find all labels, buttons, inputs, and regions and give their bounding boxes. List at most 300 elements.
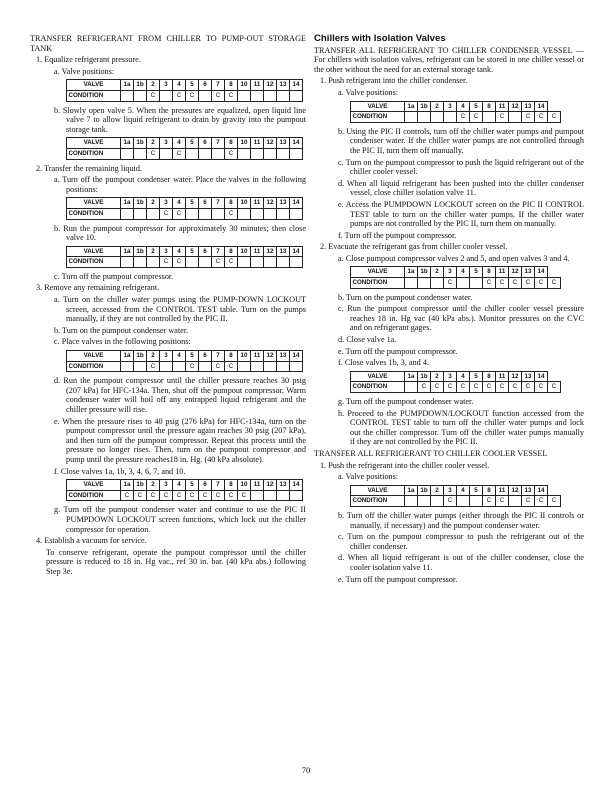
valve-condition: C bbox=[186, 361, 199, 372]
valve-condition: C bbox=[186, 90, 199, 101]
valve-number: 5 bbox=[470, 101, 483, 112]
valve-condition bbox=[199, 257, 212, 268]
valve-number: 1a bbox=[405, 371, 418, 382]
valve-condition bbox=[290, 90, 303, 101]
valve-number: 14 bbox=[535, 267, 548, 278]
valve-number: 14 bbox=[290, 480, 303, 491]
valve-number: 13 bbox=[277, 80, 290, 91]
valve-condition: C bbox=[483, 382, 496, 393]
valve-number: 8 bbox=[225, 351, 238, 362]
valve-number: 7 bbox=[212, 246, 225, 257]
valve-condition: C bbox=[431, 382, 444, 393]
valve-condition bbox=[418, 112, 431, 123]
valve-number: 5 bbox=[186, 351, 199, 362]
valve-condition bbox=[431, 112, 444, 123]
valve-condition bbox=[483, 112, 496, 123]
valve-number: 2 bbox=[147, 138, 160, 149]
valve-condition bbox=[238, 208, 251, 219]
valve-condition: C bbox=[522, 496, 535, 507]
valve-number: 7 bbox=[212, 480, 225, 491]
valve-number: 12 bbox=[264, 80, 277, 91]
valve-number: 2 bbox=[431, 371, 444, 382]
left-column bbox=[30, 34, 306, 577]
valve-number: 14 bbox=[290, 198, 303, 209]
valve-number: 2 bbox=[147, 480, 160, 491]
valve-number: 3 bbox=[444, 371, 457, 382]
valve-number: 10 bbox=[238, 198, 251, 209]
valve-number: 3 bbox=[160, 246, 173, 257]
valve-condition: C bbox=[548, 382, 561, 393]
valve-condition bbox=[251, 490, 264, 501]
valve-condition bbox=[470, 278, 483, 289]
valve-number: 14 bbox=[290, 351, 303, 362]
valve-number: 12 bbox=[264, 138, 277, 149]
page-number: 70 bbox=[301, 765, 311, 775]
valve-condition: C bbox=[147, 90, 160, 101]
valve-condition: C bbox=[173, 90, 186, 101]
valve-table bbox=[350, 266, 561, 288]
valve-condition bbox=[121, 257, 134, 268]
valve-condition: C bbox=[535, 382, 548, 393]
valve-number: 6 bbox=[199, 246, 212, 257]
valve-condition: C bbox=[496, 496, 509, 507]
valve-table bbox=[350, 371, 561, 393]
valve-header: VALVE bbox=[351, 371, 405, 382]
valve-number: 5 bbox=[186, 246, 199, 257]
step-r1b: b. Using the PIC II controls, turn off the chiller water pumps and pumpout condenser water. If the chiller water pumps are not controlled through the PIC II, turn them off manually. bbox=[338, 126, 584, 155]
valve-condition bbox=[147, 208, 160, 219]
valve-header: VALVE bbox=[67, 198, 121, 209]
valve-number: 1b bbox=[134, 351, 147, 362]
valve-condition bbox=[238, 361, 251, 372]
step-r2g: g. Turn off the pumpout condenser water. bbox=[338, 397, 474, 406]
step-3: 3. Remove any remaining refrigerant. bbox=[36, 283, 160, 293]
valve-condition bbox=[457, 496, 470, 507]
step-2a: a. Turn off the pumpout condenser water. Place the valves in the following positions: bbox=[54, 175, 306, 194]
valve-number: 1a bbox=[405, 101, 418, 112]
valve-table bbox=[66, 79, 303, 101]
valve-condition bbox=[457, 278, 470, 289]
valve-number: 4 bbox=[457, 101, 470, 112]
valve-number: 2 bbox=[147, 246, 160, 257]
valve-number: 5 bbox=[186, 480, 199, 491]
valve-condition bbox=[290, 257, 303, 268]
valve-number: 12 bbox=[264, 198, 277, 209]
valve-condition: C bbox=[134, 490, 147, 501]
step-r2d: d. Close valve 1a. bbox=[338, 335, 397, 345]
valve-condition: C bbox=[225, 257, 238, 268]
valve-number: 8 bbox=[225, 480, 238, 491]
condition-header: CONDITION bbox=[67, 90, 121, 101]
valve-table bbox=[350, 101, 561, 123]
valve-condition: C bbox=[535, 278, 548, 289]
condition-header: CONDITION bbox=[67, 257, 121, 268]
valve-condition: C bbox=[173, 490, 186, 501]
valve-condition: C bbox=[121, 490, 134, 501]
valve-condition: C bbox=[522, 112, 535, 123]
valve-condition bbox=[444, 112, 457, 123]
valve-condition bbox=[277, 257, 290, 268]
valve-number: 11 bbox=[496, 371, 509, 382]
valve-condition: C bbox=[225, 490, 238, 501]
valve-condition bbox=[199, 361, 212, 372]
valve-condition: C bbox=[470, 382, 483, 393]
step-3g: g. Turn off the pumpout condenser water and continue to use the PIC II PUMPDOWN LOCKOUT screen functions, which lock out the chiller compressor for operation. bbox=[54, 505, 306, 534]
valve-table bbox=[66, 197, 303, 219]
valve-number: 2 bbox=[431, 267, 444, 278]
condition-header: CONDITION bbox=[351, 278, 405, 289]
valve-condition bbox=[290, 490, 303, 501]
valve-condition bbox=[277, 90, 290, 101]
valve-condition: C bbox=[444, 382, 457, 393]
valve-condition bbox=[290, 208, 303, 219]
valve-condition bbox=[405, 496, 418, 507]
valve-number: 11 bbox=[251, 198, 264, 209]
valve-number: 5 bbox=[186, 80, 199, 91]
valve-condition: C bbox=[548, 278, 561, 289]
valve-number: 1a bbox=[405, 267, 418, 278]
valve-condition bbox=[405, 382, 418, 393]
step-r1f: f. Turn off the pumpout compressor. bbox=[338, 230, 457, 240]
step-r2c: c. Run the pumpout compressor until the chiller cooler vessel pressure reaches 18 in. Hg vac (40 kPa abs.). Monitor pressures on the CVC and on refrigerant gages. bbox=[338, 304, 584, 333]
valve-number: 5 bbox=[470, 371, 483, 382]
valve-number: 12 bbox=[264, 246, 277, 257]
step-4-note: To conserve refrigerant, operate the pumpout compressor until the chiller pressure is reduced to 18 in. Hg vac., ref 30 in. bar. (40 kPa abs.) following Step 3e. bbox=[46, 547, 306, 576]
valve-condition bbox=[431, 278, 444, 289]
valve-condition bbox=[251, 148, 264, 159]
condition-header: CONDITION bbox=[351, 496, 405, 507]
valve-condition bbox=[121, 148, 134, 159]
valve-condition bbox=[418, 278, 431, 289]
valve-number: 8 bbox=[225, 138, 238, 149]
valve-number: 13 bbox=[522, 371, 535, 382]
valve-header: VALVE bbox=[67, 138, 121, 149]
valve-number: 4 bbox=[457, 485, 470, 496]
step-1a: a. Valve positions: bbox=[54, 66, 115, 76]
condition-header: CONDITION bbox=[67, 490, 121, 501]
section-heading: TRANSFER REFRIGERANT FROM CHILLER TO PUMP-OUT STORAGE TANK bbox=[30, 34, 306, 53]
valve-table bbox=[66, 350, 303, 372]
valve-condition bbox=[121, 361, 134, 372]
valve-number: 3 bbox=[444, 101, 457, 112]
valve-condition bbox=[405, 278, 418, 289]
step-t1c: c. Turn on the pumpout compressor to push the refrigerant out of the chiller condenser. bbox=[338, 532, 584, 551]
valve-number: 8 bbox=[225, 80, 238, 91]
valve-condition: C bbox=[225, 208, 238, 219]
valve-condition: C bbox=[522, 278, 535, 289]
valve-number: 1a bbox=[121, 351, 134, 362]
valve-condition bbox=[277, 490, 290, 501]
valve-condition: C bbox=[548, 496, 561, 507]
valve-condition: C bbox=[160, 490, 173, 501]
valve-number: 10 bbox=[238, 138, 251, 149]
step-3f: f. Close valves 1a, 1b, 3, 4, 6, 7, and 10. bbox=[54, 466, 186, 476]
valve-condition: C bbox=[470, 112, 483, 123]
valve-number: 10 bbox=[238, 351, 251, 362]
valve-condition bbox=[251, 361, 264, 372]
valve-number: 13 bbox=[522, 485, 535, 496]
valve-number: 1b bbox=[134, 138, 147, 149]
valve-condition bbox=[277, 361, 290, 372]
valve-number: 7 bbox=[212, 198, 225, 209]
valve-number: 3 bbox=[444, 485, 457, 496]
valve-condition bbox=[290, 148, 303, 159]
valve-header: VALVE bbox=[67, 351, 121, 362]
valve-number: 1b bbox=[418, 101, 431, 112]
valve-number: 2 bbox=[431, 485, 444, 496]
valve-number: 7 bbox=[212, 351, 225, 362]
valve-number: 1b bbox=[134, 198, 147, 209]
valve-number: 5 bbox=[186, 198, 199, 209]
step-r1d: d. When all liquid refrigerant has been pushed into the chiller condenser vessel, close chiller isolation valve 11. bbox=[338, 178, 584, 198]
valve-condition: C bbox=[496, 112, 509, 123]
valve-condition: C bbox=[173, 257, 186, 268]
valve-condition: C bbox=[186, 490, 199, 501]
valve-table bbox=[66, 479, 303, 501]
step-2: 2. Transfer the remaining liquid. bbox=[36, 163, 142, 173]
condition-header: CONDITION bbox=[67, 148, 121, 159]
valve-number: 12 bbox=[264, 351, 277, 362]
valve-number: 6 bbox=[199, 80, 212, 91]
valve-number: 7 bbox=[212, 80, 225, 91]
valve-number: 5 bbox=[470, 485, 483, 496]
valve-condition: C bbox=[509, 382, 522, 393]
valve-number: 1a bbox=[121, 198, 134, 209]
step-1b: b. Slowly open valve 5. When the pressures are equalized, open liquid line valve 7 to allow liquid refrigerant to drain by gravity into the pumpout storage tank. bbox=[54, 105, 306, 134]
valve-number: 6 bbox=[199, 198, 212, 209]
valve-condition bbox=[160, 361, 173, 372]
valve-header: VALVE bbox=[67, 480, 121, 491]
valve-number: 13 bbox=[522, 267, 535, 278]
valve-number: 8 bbox=[483, 101, 496, 112]
valve-condition: C bbox=[147, 148, 160, 159]
valve-number: 1a bbox=[121, 246, 134, 257]
valve-number: 3 bbox=[160, 198, 173, 209]
valve-number: 11 bbox=[496, 485, 509, 496]
valve-number: 11 bbox=[251, 80, 264, 91]
valve-condition bbox=[418, 496, 431, 507]
valve-condition bbox=[160, 90, 173, 101]
valve-number: 2 bbox=[147, 351, 160, 362]
valve-number: 4 bbox=[173, 480, 186, 491]
valve-condition bbox=[173, 361, 186, 372]
step-4: 4. Establish a vacuum for service. bbox=[36, 536, 147, 546]
step-1: 1. Equalize refrigerant pressure. bbox=[36, 55, 141, 65]
step-t1e: e. Turn off the pumpout compressor. bbox=[338, 574, 458, 584]
valve-condition bbox=[212, 148, 225, 159]
valve-condition: C bbox=[212, 257, 225, 268]
valve-table bbox=[66, 246, 303, 268]
valve-number: 13 bbox=[277, 246, 290, 257]
valve-condition: C bbox=[535, 496, 548, 507]
step-2b: b. Run the pumpout compressor for approximately 30 minutes; then close valve 10. bbox=[54, 223, 306, 243]
valve-condition: C bbox=[225, 148, 238, 159]
step-3a: a. Turn on the chiller water pumps using the PUMP-DOWN LOCKOUT screen, accessed from the CONTROL TEST table. Turn on the pumps manually, if they are not controlled by the PIC II. bbox=[54, 295, 306, 324]
valve-number: 1a bbox=[121, 480, 134, 491]
valve-condition bbox=[251, 257, 264, 268]
valve-number: 12 bbox=[264, 480, 277, 491]
valve-number: 2 bbox=[431, 101, 444, 112]
valve-condition: C bbox=[457, 112, 470, 123]
valve-number: 14 bbox=[535, 371, 548, 382]
valve-number: 4 bbox=[173, 80, 186, 91]
valve-condition bbox=[186, 208, 199, 219]
valve-condition: C bbox=[444, 278, 457, 289]
valve-number: 12 bbox=[509, 485, 522, 496]
valve-condition bbox=[264, 90, 277, 101]
valve-number: 13 bbox=[522, 101, 535, 112]
section-title: Chillers with Isolation Valves bbox=[314, 33, 446, 44]
condition-header: CONDITION bbox=[351, 382, 405, 393]
valve-condition: C bbox=[238, 490, 251, 501]
valve-number: 1b bbox=[418, 267, 431, 278]
valve-condition: C bbox=[483, 496, 496, 507]
valve-number: 13 bbox=[277, 138, 290, 149]
valve-condition: C bbox=[483, 278, 496, 289]
valve-number: 8 bbox=[225, 198, 238, 209]
valve-condition: C bbox=[199, 490, 212, 501]
valve-condition: C bbox=[212, 361, 225, 372]
valve-number: 14 bbox=[290, 246, 303, 257]
valve-condition bbox=[264, 257, 277, 268]
valve-condition bbox=[212, 208, 225, 219]
valve-condition bbox=[277, 148, 290, 159]
valve-number: 6 bbox=[199, 351, 212, 362]
valve-condition bbox=[134, 208, 147, 219]
condition-header: CONDITION bbox=[67, 208, 121, 219]
valve-number: 3 bbox=[444, 267, 457, 278]
step-3e: e. When the pressure rises to 40 psig (276 kPa) for HFC-134a, turn on the pumpout compressor until the pressure again reaches 30 psig (207 kPa), and then turn off the pumpout compressor. Repeat this process until the pressure no longer rises. Then, turn on the pumpout compressor and pump until the pressure reaches18 in. Hg. (40 kPa absolute). bbox=[54, 416, 306, 464]
step-2c: c. Turn off the pumpout compressor. bbox=[54, 271, 174, 281]
valve-number: 14 bbox=[290, 80, 303, 91]
step-r1c: c. Turn on the pumpout compressor to push the liquid refrigerant out of the chiller cooler vessel. bbox=[338, 157, 584, 177]
step-3d: d. Run the pumpout compressor until the chiller pressure reaches 30 psig (207 kPa) for HFC-134a. Then, shut off the pumpout compressor. Warm condenser water will boil off any entrapped liquid refrigerant and the chiller pressure will rise. bbox=[54, 376, 306, 414]
valve-header: VALVE bbox=[351, 485, 405, 496]
valve-condition: C bbox=[173, 208, 186, 219]
valve-number: 4 bbox=[457, 267, 470, 278]
valve-condition bbox=[186, 257, 199, 268]
valve-header: VALVE bbox=[67, 246, 121, 257]
valve-condition: C bbox=[160, 208, 173, 219]
valve-number: 8 bbox=[225, 246, 238, 257]
step-3b: b. Turn on the pumpout condenser water. bbox=[54, 325, 189, 335]
valve-number: 14 bbox=[535, 101, 548, 112]
valve-number: 4 bbox=[457, 371, 470, 382]
valve-number: 8 bbox=[483, 371, 496, 382]
valve-condition: C bbox=[522, 382, 535, 393]
step-3c: c. Place valves in the following positions: bbox=[54, 337, 191, 347]
valve-condition bbox=[264, 208, 277, 219]
valve-condition: C bbox=[225, 90, 238, 101]
valve-number: 10 bbox=[238, 80, 251, 91]
step-r1e: e. Access the PUMPDOWN LOCKOUT screen on the PIC II CONTROL TEST table to turn on the chiller water pumps. If the chiller water pumps are not controlled by the PIC II, turn them on manually. bbox=[338, 199, 584, 229]
valve-number: 11 bbox=[496, 267, 509, 278]
valve-condition: C bbox=[444, 496, 457, 507]
valve-condition: C bbox=[496, 382, 509, 393]
step-r2: 2. Evacuate the refrigerant gas from chiller cooler vessel. bbox=[320, 242, 508, 252]
valve-number: 3 bbox=[160, 80, 173, 91]
valve-number: 12 bbox=[509, 101, 522, 112]
valve-table bbox=[66, 137, 303, 159]
valve-number: 12 bbox=[509, 371, 522, 382]
valve-condition bbox=[264, 148, 277, 159]
valve-condition: C bbox=[212, 90, 225, 101]
step-t1d: d. When all liquid refrigerant is out of the chiller condenser, close the cooler isolation valve 11. bbox=[338, 553, 584, 572]
valve-number: 1b bbox=[134, 480, 147, 491]
valve-number: 3 bbox=[160, 138, 173, 149]
valve-number: 1b bbox=[134, 246, 147, 257]
valve-condition bbox=[290, 361, 303, 372]
valve-number: 11 bbox=[251, 480, 264, 491]
valve-number: 1b bbox=[134, 80, 147, 91]
valve-table bbox=[350, 485, 561, 507]
valve-condition: C bbox=[496, 278, 509, 289]
step-r2f: f. Close valves 1b, 3, and 4. bbox=[338, 358, 429, 368]
valve-number: 13 bbox=[277, 480, 290, 491]
valve-condition bbox=[509, 496, 522, 507]
valve-number: 5 bbox=[186, 138, 199, 149]
valve-number: 6 bbox=[199, 480, 212, 491]
valve-number: 8 bbox=[483, 267, 496, 278]
valve-number: 1b bbox=[418, 485, 431, 496]
valve-number: 8 bbox=[483, 485, 496, 496]
valve-header: VALVE bbox=[351, 101, 405, 112]
valve-condition bbox=[509, 112, 522, 123]
valve-condition bbox=[470, 496, 483, 507]
valve-number: 10 bbox=[238, 246, 251, 257]
valve-condition bbox=[160, 148, 173, 159]
valve-condition bbox=[199, 148, 212, 159]
valve-condition bbox=[186, 148, 199, 159]
valve-number: 14 bbox=[535, 485, 548, 496]
valve-condition bbox=[238, 257, 251, 268]
valve-condition: C bbox=[418, 382, 431, 393]
valve-number: 6 bbox=[199, 138, 212, 149]
valve-number: 1a bbox=[405, 485, 418, 496]
valve-number: 1a bbox=[121, 138, 134, 149]
valve-condition: C bbox=[509, 278, 522, 289]
valve-number: 11 bbox=[496, 101, 509, 112]
valve-number: 11 bbox=[251, 351, 264, 362]
valve-number: 4 bbox=[173, 246, 186, 257]
valve-condition bbox=[238, 148, 251, 159]
valve-condition: C bbox=[548, 112, 561, 123]
valve-condition: C bbox=[173, 148, 186, 159]
valve-number: 2 bbox=[147, 198, 160, 209]
step-t1a: a. Valve positions: bbox=[338, 472, 399, 482]
valve-condition: C bbox=[147, 361, 160, 372]
valve-number: 4 bbox=[173, 138, 186, 149]
valve-condition bbox=[134, 148, 147, 159]
valve-condition bbox=[134, 361, 147, 372]
step-r1a: a. Valve positions: bbox=[338, 87, 399, 97]
valve-condition bbox=[121, 90, 134, 101]
valve-number: 5 bbox=[470, 267, 483, 278]
condition-header: CONDITION bbox=[351, 112, 405, 123]
valve-condition bbox=[431, 496, 444, 507]
valve-header: VALVE bbox=[351, 267, 405, 278]
condition-header: CONDITION bbox=[67, 361, 121, 372]
step-t1: 1. Push the refrigerant into the chiller cooler vessel. bbox=[320, 460, 490, 470]
valve-number: 13 bbox=[277, 198, 290, 209]
valve-number: 11 bbox=[251, 138, 264, 149]
step-r2e: e. Turn off the pumpout compressor. bbox=[338, 346, 458, 356]
right-column bbox=[314, 34, 584, 584]
step-r2h: h. Proceed to the PUMPDOWN/LOCKOUT function accessed from the CONTROL TEST table to turn off the chiller water pumps and lock out the chiller compressor. Turn off the chiller water pumps manually if they are not controlled by the PIC II. bbox=[338, 408, 584, 447]
section-heading-2: TRANSFER ALL REFRIGERANT TO CHILLER COOLER VESSEL bbox=[314, 448, 548, 458]
valve-condition bbox=[121, 208, 134, 219]
valve-condition bbox=[405, 112, 418, 123]
